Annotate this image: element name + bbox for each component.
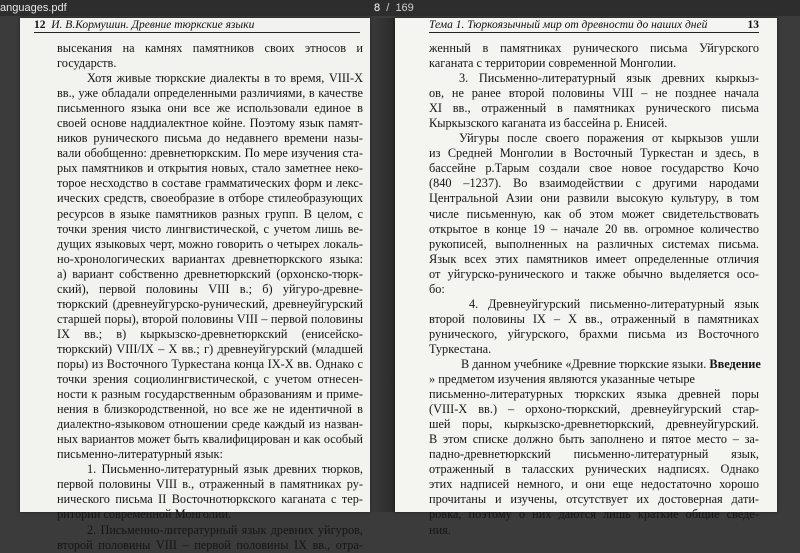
text-line: прочитаны и изучены, отсутствует их достоверная дати- bbox=[429, 492, 759, 507]
text-line: бо: bbox=[429, 281, 445, 296]
text-line: письменного языка они все же использовали единое в bbox=[57, 101, 363, 116]
current-page-number[interactable]: 8 bbox=[374, 2, 381, 14]
header-author: И. В.Кормушин. bbox=[51, 19, 129, 31]
text-line: Туркестана. bbox=[429, 341, 492, 356]
text-line: поры) из Восточного Туркестана конца IX-X вв. Однако с bbox=[57, 356, 363, 371]
text-line: вв., уже обладали определенными различиями, в качестве bbox=[57, 86, 363, 101]
text-line: вали обобщенно: древнетюркским. По мере изучения ста- bbox=[57, 146, 363, 161]
total-pages: 169 bbox=[395, 2, 414, 14]
pdf-toolbar bbox=[0, 0, 800, 16]
text-line: ния. bbox=[429, 522, 451, 537]
page-number-left: 12 bbox=[34, 19, 46, 31]
page-body-left bbox=[57, 41, 363, 553]
text-line: ических средств, своеобразие в отборе стилеобразующих bbox=[57, 191, 363, 206]
text-line: этих надписей немного, и они еще недостаточно хорошо bbox=[429, 477, 759, 492]
text-line: ресурсов в языке памятников разных групп. В целом, с bbox=[57, 206, 363, 221]
text-line: Язык всех этих памятников имеет определенные отличия bbox=[429, 251, 759, 266]
pdf-page-right[interactable] bbox=[395, 18, 777, 537]
text-fragment: » предметом изучения являются указанные четыре bbox=[429, 372, 695, 387]
page-indicator[interactable] bbox=[374, 0, 414, 16]
text-line: письменно-литературный язык: bbox=[57, 447, 223, 462]
text-line: 3. Письменно-литературный язык древних кыркыз- bbox=[459, 71, 759, 86]
text-line: рых памятников и открытия новых, стало заметнее неко- bbox=[57, 161, 363, 176]
text-line: государств. bbox=[57, 56, 117, 71]
page-separator: / bbox=[386, 2, 390, 14]
text-line: точки зрения социолингвистической, с учетом отнесен- bbox=[57, 372, 363, 387]
page-gutter bbox=[370, 18, 395, 512]
text-line: женный в памятниках рунического письма Уйгурского bbox=[429, 41, 759, 55]
text-line: Кыркызского каганата из бассейна р. Енисей. bbox=[429, 116, 668, 131]
text-line: ников рунического письма до недавнего времени назы- bbox=[57, 131, 363, 146]
text-line: Хотя живые тюркские диалекты в то время, VIII-X bbox=[87, 71, 363, 86]
text-fragment: В данном учебнике «Древние тюркские языки. bbox=[461, 356, 707, 371]
text-line: 2. Письменно-литературный язык древних уйгуров, bbox=[87, 522, 363, 537]
text-line: старшей поры), второй половины VIII – первой половины bbox=[57, 311, 363, 326]
text-line: рукописей, выполненных на различных системах письма. bbox=[429, 236, 759, 251]
text-line: (840 –1237). Во взаимодействии с другими народами bbox=[429, 176, 759, 191]
text-line: а) вариант собственно древнетюркский (орхонско-тюрк- bbox=[57, 266, 363, 281]
text-line: торое несходство в составе грамматических форм и лекс- bbox=[57, 176, 363, 191]
text-line: открытое в конце 19 – начале 20 вв. огромное количество bbox=[429, 221, 759, 236]
text-line: IX вв.; в) кыркызско-древнетюркский (енисейско- bbox=[57, 326, 363, 341]
text-line: падно-древнетюркский письменно-литературный язык, bbox=[429, 447, 759, 462]
text-line: нения в близкородственной, но все же не идентичной в bbox=[57, 402, 363, 417]
text-line: второй половины VIII – первой половины IX вв., отра- bbox=[57, 537, 363, 552]
text-line: ский), первой половины VIII в.; б) уйгуро-древне- bbox=[57, 281, 363, 296]
pdf-page-left[interactable] bbox=[20, 18, 370, 552]
text-line: ритории современной Монголии. bbox=[57, 507, 232, 522]
text-line: высекания на камнях памятников своих этносов и bbox=[57, 41, 363, 55]
document-filename: anguages.pdf bbox=[0, 2, 67, 14]
text-line: 4. Древнеуйгурский письменно-литературный язык bbox=[469, 296, 759, 311]
text-line: точки зрения чисто лингвистической, с учетом лишь ве- bbox=[57, 221, 363, 236]
text-line: письменно-литературных тюркских языка древней поры bbox=[429, 387, 759, 402]
text-line: ровка, поэтому о них даются лишь краткие общие сведе- bbox=[429, 507, 759, 522]
text-line: своей основе наддиалектное койне. Поэтому язык памят- bbox=[57, 116, 363, 131]
text-line: диалектно-языковом отношении среде каждый из назван- bbox=[57, 417, 363, 432]
text-line: В этом списке должно быть заполнено и пятое место – за- bbox=[429, 432, 759, 447]
text-line: ов, не ранее второй половины VIII – не позднее начала bbox=[429, 86, 759, 101]
text-line: (VIII-X вв.) – орхоно-тюркский, древнеуйгурский стар- bbox=[429, 402, 759, 417]
text-line: отраженный в таласских рунических надписях. Однако bbox=[429, 462, 759, 477]
text-line: Центральной Азии они развили высокую культуру, в том bbox=[429, 191, 759, 206]
text-line: второй половины IX – X вв., отраженный в памятниках bbox=[429, 311, 759, 326]
header-chapter-title: Тема 1. Тюркоязычный мир от древности до наших дней bbox=[429, 19, 708, 31]
bold-text-fragment: Введение bbox=[709, 356, 761, 371]
text-line: дущих языковых черт, можно говорить о четырех локаль- bbox=[57, 236, 363, 251]
text-line: тюркский (древнеуйгурско-рунический, древнеуйгурский bbox=[57, 296, 363, 311]
text-line: XI вв., отраженный в памятниках рунического письма bbox=[429, 101, 759, 116]
running-header-left bbox=[34, 18, 360, 33]
page-number-right: 13 bbox=[747, 19, 759, 31]
text-line: но-хронологических вариантах древнетюркского языка: bbox=[57, 251, 363, 266]
text-line: каганата с территории современной Монголии. bbox=[429, 56, 677, 71]
text-line: первой половины VIII в., отраженный в памятниках ру- bbox=[57, 477, 363, 492]
text-line: ных вариантов может быть квалифицирован и как особый bbox=[57, 432, 363, 447]
text-line: нического письма II Восточнотюркского каганата с тер- bbox=[57, 492, 363, 507]
text-line: из Средней Монголии в Восточный Туркестан и здесь, в bbox=[429, 146, 759, 161]
text-line: числе письменную, как об этом может свидетельствовать bbox=[429, 206, 759, 221]
text-line: бассейне р.Тарым создали свое новое государство Кочо bbox=[429, 161, 759, 176]
text-line: тюркский) VIII/IX – X вв.; г) древнеуйгурский (младшей bbox=[57, 341, 363, 356]
text-line: рунического, уйгурского, брахми письма из Восточного bbox=[429, 326, 759, 341]
text-line: шей поры, кыркызско-древнетюркский, древнеуйгурский. bbox=[429, 417, 759, 432]
text-line: Уйгуры после своего поражения от кыркызов ушли bbox=[459, 131, 759, 146]
header-book-title: Древние тюркские языки bbox=[131, 19, 255, 31]
text-line bbox=[429, 357, 759, 372]
text-line: от уйгурско-рунического и также обычно выделяется осо- bbox=[429, 266, 759, 281]
running-header-right bbox=[429, 18, 759, 33]
text-line bbox=[429, 372, 759, 387]
text-line: 1. Письменно-литературный язык древних тюрков, bbox=[87, 462, 363, 477]
text-line: ности к разным государственным образованиям и приме- bbox=[57, 387, 363, 402]
page-body-right bbox=[429, 41, 759, 538]
